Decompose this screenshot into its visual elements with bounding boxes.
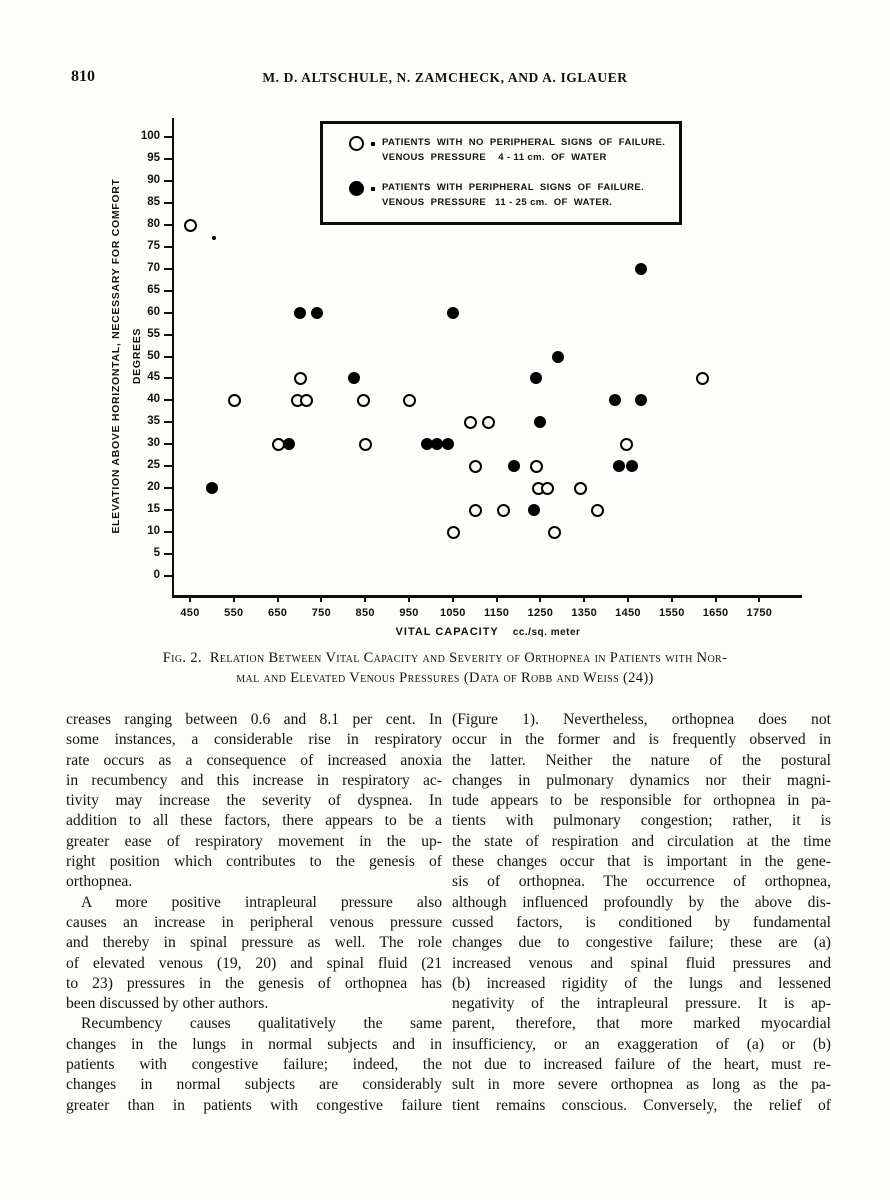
x-tick-label: 1550: [658, 607, 685, 619]
y-tick-label: 85: [147, 195, 160, 208]
x-tick: [364, 595, 366, 602]
y-tick-label: 30: [147, 437, 160, 450]
y-tick: [164, 136, 173, 138]
x-tick-label: 1750: [746, 607, 773, 619]
y-axis-label-units: DEGREES: [131, 327, 143, 385]
y-tick-label: 45: [147, 371, 160, 384]
data-point-open: [228, 394, 241, 407]
y-tick: [164, 575, 173, 577]
data-point-filled: [530, 372, 542, 384]
text-line: changes due to congestive failure; these are (a): [452, 934, 831, 952]
text-line: the state of respiration and circulation at the time: [452, 832, 831, 850]
text-line: been discussed by other authors.: [66, 995, 269, 1013]
x-tick: [452, 595, 454, 602]
y-tick-label: 20: [147, 481, 160, 494]
data-point-open: [591, 504, 604, 517]
data-point-open: [300, 394, 313, 407]
x-tick: [583, 595, 585, 602]
y-tick-label: 40: [147, 393, 160, 406]
legend-entry: [349, 136, 665, 165]
data-point-filled: [348, 372, 360, 384]
y-tick: [164, 290, 173, 292]
text-line: tivity may increase the severity of dyspnea. In: [66, 792, 442, 810]
data-point-open: [574, 482, 587, 495]
artifact-dot: [212, 236, 216, 240]
x-tick: [233, 595, 235, 602]
data-point-open: [530, 460, 543, 473]
text-line: patients with congestive failure; indeed, the: [66, 1056, 442, 1074]
text-line: greater ease of respiratory movement in the up-: [66, 832, 442, 850]
text-line: changes in normal subjects are considerably: [66, 1076, 442, 1094]
x-tick-label: 1250: [527, 607, 554, 619]
equals-dot-icon: [371, 187, 375, 191]
text-line: not due to increased failure of the heart, must re-: [452, 1056, 831, 1074]
y-tick: [164, 158, 173, 160]
text-line: negativity of the intrapleural pressure. It is ap-: [452, 995, 831, 1013]
data-point-open: [541, 482, 554, 495]
x-tick-label: 1650: [702, 607, 729, 619]
y-tick-label: 70: [147, 261, 160, 274]
x-tick: [715, 595, 717, 602]
y-tick: [164, 465, 173, 467]
figure-caption-line1: Fig. 2. Relation Between Vital Capacity and Severity of Orthopnea in Patients with Nor-: [162, 650, 728, 666]
x-tick: [189, 595, 191, 602]
data-point-filled: [442, 438, 454, 450]
legend-entry: [349, 181, 644, 210]
text-line: changes in pulmonary dynamics nor their magni-: [452, 771, 831, 789]
x-tick-label: 950: [399, 607, 419, 619]
data-point-open: [548, 526, 561, 539]
data-point-open: [469, 504, 482, 517]
text-line: (Figure 1). Nevertheless, orthopnea does not: [452, 711, 831, 728]
text-line: parent, therefore, that more marked myocardial: [452, 1015, 831, 1033]
text-line: changes in the lungs in normal subjects and in: [66, 1035, 442, 1053]
text-line: of elevated venous (19, 20) and spinal fluid (21: [66, 954, 442, 972]
x-tick-label: 1150: [484, 607, 510, 619]
text-line: A more positive intrapleural pressure also: [81, 893, 442, 911]
y-tick: [164, 377, 173, 379]
y-tick-label: 5: [153, 547, 160, 560]
y-tick-label: 80: [147, 217, 160, 230]
y-tick-label: 15: [147, 503, 160, 516]
y-tick-label: 60: [147, 305, 160, 318]
data-point-filled: [613, 460, 625, 472]
data-point-filled: [206, 482, 218, 494]
x-tick-label: 1450: [615, 607, 641, 619]
y-tick: [164, 180, 173, 182]
text-line: tude appears to be responsible for orthopnea in pa-: [452, 792, 831, 810]
text-line: orthopnea.: [66, 873, 133, 891]
x-tick-label: 1050: [439, 607, 466, 619]
y-tick: [164, 487, 173, 489]
data-point-filled: [626, 460, 638, 472]
y-tick-label: 100: [140, 130, 160, 142]
y-tick-label: 55: [147, 327, 160, 340]
text-line: in recumbency and this increase in respiratory ac-: [66, 771, 442, 789]
data-point-open: [464, 416, 477, 429]
text-line: causes an increase in peripheral venous pressure: [66, 913, 442, 931]
y-tick-label: 50: [147, 349, 160, 362]
text-line: rate occurs as a consequence of increased anoxia: [66, 751, 442, 769]
page-number: 810: [71, 68, 95, 85]
legend-entry-text: [382, 136, 665, 165]
x-axis-label: [174, 626, 802, 638]
legend: [320, 121, 682, 225]
text-line: greater than in patients with congestive failure: [66, 1096, 442, 1114]
x-tick: [671, 595, 673, 602]
data-point-filled: [508, 460, 520, 472]
y-tick-label: 75: [147, 239, 160, 252]
x-tick: [277, 595, 279, 602]
y-axis-label: ELEVATION ABOVE HORIZONTAL, NECESSARY FOR COMFORT: [110, 178, 122, 534]
data-point-filled: [528, 504, 540, 516]
data-point-filled: [635, 394, 647, 406]
equals-dot-icon: [371, 142, 375, 146]
text-line: these changes occur that is important in the gene-: [452, 853, 831, 871]
text-line: sult in more severe orthopnea as long as the pa-: [452, 1076, 831, 1094]
filled-circle-marker-icon: [349, 181, 364, 196]
y-tick: [164, 509, 173, 511]
text-line: (b) increased rigidity of the lungs and lessened: [452, 974, 831, 992]
y-tick: [164, 312, 173, 314]
data-point-filled: [609, 394, 621, 406]
x-tick: [408, 595, 410, 602]
data-point-filled: [294, 307, 306, 319]
y-tick: [164, 334, 173, 336]
x-tick: [496, 595, 498, 602]
text-line: some instances, a considerable rise in respiratory: [66, 731, 442, 749]
data-point-open: [497, 504, 510, 517]
x-tick-label: 450: [180, 607, 200, 619]
y-tick: [164, 399, 173, 401]
x-axis-label-unit: cc./sq. meter: [512, 627, 581, 638]
text-line: tient remains conscious. Conversely, the relief of: [452, 1096, 831, 1114]
plot-area: [140, 118, 802, 638]
y-tick: [164, 268, 173, 270]
y-tick-label: 95: [147, 151, 160, 164]
data-point-open: [357, 394, 370, 407]
text-line: Recumbency causes qualitatively the same: [81, 1015, 442, 1033]
text-line: increased venous and spinal fluid pressures and: [452, 954, 831, 972]
x-tick-label: 850: [355, 607, 375, 619]
text-line: to 23) pressures in the genesis of orthopnea has: [66, 974, 442, 992]
y-tick-label: 90: [147, 173, 160, 186]
text-line: cussed factors, is conditioned by fundamental: [452, 913, 831, 931]
legend-entry-text: [382, 181, 644, 210]
x-tick: [627, 595, 629, 602]
y-tick: [164, 553, 173, 555]
data-point-open: [403, 394, 416, 407]
y-tick: [164, 246, 173, 248]
data-point-open: [620, 438, 633, 451]
text-line: insufficiency, or an exaggeration of (a) or (b): [452, 1035, 831, 1053]
legend-entry-line1: PATIENTS WITH NO PERIPHERAL SIGNS OF FAILURE.: [382, 137, 666, 148]
open-circle-marker-icon: [349, 136, 364, 151]
text-line: creases ranging between 0.6 and 8.1 per cent. In: [66, 711, 442, 728]
running-title: M. D. ALTSCHULE, N. ZAMCHECK, AND A. IGLAUER: [262, 70, 628, 85]
x-tick: [758, 595, 760, 602]
x-tick: [539, 595, 541, 602]
data-point-open: [447, 526, 460, 539]
x-tick-label: 650: [267, 607, 288, 619]
y-tick: [164, 531, 173, 533]
text-line: although influenced profoundly by the above dis-: [452, 893, 831, 911]
text-line: tients with pulmonary congestion; rather, it is: [452, 812, 831, 830]
data-point-filled: [534, 416, 546, 428]
data-point-filled: [552, 351, 564, 363]
data-point-open: [482, 416, 495, 429]
y-tick: [164, 202, 173, 204]
text-line: addition to all these factors, there appears to be a: [66, 812, 442, 830]
data-point-filled: [635, 263, 647, 275]
data-point-filled: [447, 307, 459, 319]
data-point-open: [294, 372, 307, 385]
data-point-filled: [283, 438, 295, 450]
text-line: occur in the former and is frequently observed in: [452, 731, 831, 749]
data-point-open: [184, 219, 197, 232]
text-line: the latter. Neither the nature of the postural: [452, 751, 831, 769]
text-line: sis of orthopnea. The occurrence of orthopnea,: [452, 873, 831, 891]
legend-entry-line2: VENOUS PRESSURE 11 - 25 cm. OF WATER.: [382, 196, 613, 208]
data-point-open: [469, 460, 482, 473]
figure-caption-line2: mal and Elevated Venous Pressures (Data of Robb and Weiss (24)): [236, 670, 654, 686]
y-tick-label: 0: [153, 569, 160, 581]
right-column: [452, 711, 831, 1117]
x-tick-label: 550: [224, 607, 244, 619]
x-axis-label-main: VITAL CAPACITY: [395, 626, 499, 638]
data-point-open: [359, 438, 372, 451]
y-tick: [164, 443, 173, 445]
y-tick-label: 65: [147, 283, 160, 296]
x-tick-label: 1350: [571, 607, 598, 619]
x-tick: [320, 595, 322, 602]
legend-entry-line1: PATIENTS WITH PERIPHERAL SIGNS OF FAILURE.: [382, 182, 645, 193]
x-tick-label: 750: [311, 607, 332, 619]
data-point-filled: [311, 307, 323, 319]
text-line: and thereby in spinal pressure as well. The role: [66, 934, 442, 952]
y-tick-label: 10: [147, 525, 160, 538]
left-column: [66, 711, 442, 1117]
y-tick: [164, 356, 173, 358]
legend-entry-line2: VENOUS PRESSURE 4 - 11 cm. OF WATER: [382, 151, 607, 163]
y-tick-label: 25: [147, 459, 160, 472]
y-tick-label: 35: [147, 415, 160, 428]
text-line: right position which contributes to the genesis of: [66, 853, 442, 871]
y-tick: [164, 421, 173, 423]
y-tick: [164, 224, 173, 226]
data-point-open: [696, 372, 709, 385]
